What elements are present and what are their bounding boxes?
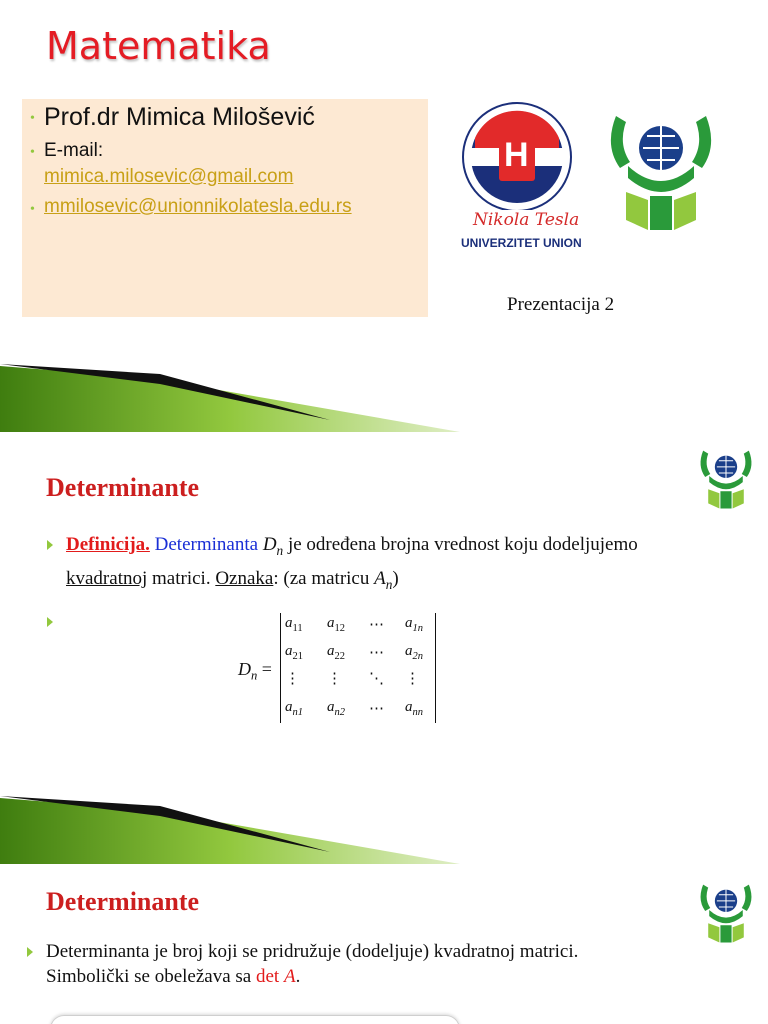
slide-2 (0, 433, 768, 865)
notation-label: Oznaka (215, 567, 274, 589)
definition-rest: je određena brojna vrednost koju dodeljujemo (287, 534, 638, 555)
matrix-cell: ⋮ (327, 671, 342, 687)
matrix-cell: $a_{nn}$ (405, 699, 423, 718)
definition-matrici: matrici. (152, 567, 211, 589)
matrix-cell: $a_{12}$ (327, 615, 345, 634)
definition-kvadratnoj: kvadratnoj (66, 567, 148, 589)
det-keyword: det (256, 966, 280, 987)
formula-lhs: $D_n$ = (238, 659, 272, 683)
slide-1 (0, 0, 768, 433)
matrix-cell: $a_{n1}$ (285, 699, 303, 718)
matrix-cell: ⋯ (369, 617, 384, 633)
definition-word: Determinanta (154, 534, 259, 555)
email-link-1[interactable]: mimica.milosevic@gmail.com (44, 166, 294, 187)
faculty-logo-small-icon (694, 867, 758, 953)
notation-symbol-sub: n (385, 576, 393, 592)
definition-symbol: D (262, 534, 277, 555)
bullet-arrow-icon (47, 540, 53, 550)
definition-symbol-sub: n (276, 542, 284, 558)
bullet-icon: • (30, 111, 35, 126)
presentation-number: Prezentacija 2 (507, 294, 615, 315)
bullet-icon: • (30, 145, 35, 160)
matrix-cell: $a_{22}$ (327, 643, 345, 662)
green-swoosh-decoration (0, 792, 768, 865)
bullet-icon: • (30, 202, 35, 217)
det-symbol: A (283, 966, 296, 987)
content-box-edge (50, 1015, 460, 1024)
description-end: . (295, 966, 301, 987)
presentation-title: Matematika (46, 24, 271, 68)
email-link-2[interactable]: mmilosevic@unionnikolatesla.edu.rs (44, 196, 352, 217)
matrix-cell: $a_{21}$ (285, 643, 303, 662)
matrix-cell: $a_{1n}$ (405, 615, 423, 634)
bullet-arrow-icon (47, 617, 53, 627)
matrix-cell: ⋮ (405, 671, 420, 687)
matrix-cell: ⋱ (369, 671, 384, 687)
union-name: UNIVERZITET UNION (461, 236, 582, 250)
determinant-description (46, 939, 578, 989)
slide-title: Determinante (46, 887, 200, 916)
faculty-logo (598, 96, 724, 236)
notation-rest: : (za matricu (273, 567, 370, 589)
author-info-box (22, 99, 428, 317)
definition-label: Definicija. (66, 534, 150, 555)
email-label: E-mail: (44, 140, 104, 161)
faculty-emblem-icon (598, 96, 724, 236)
notation-close: ) (392, 567, 399, 589)
matrix-cell: ⋯ (369, 701, 384, 717)
union-signature: Nikola Tesla (473, 210, 580, 230)
matrix-cell: ⋮ (285, 671, 300, 687)
green-swoosh-decoration (0, 360, 768, 433)
matrix-cell: $a_{11}$ (285, 615, 303, 634)
matrix-cell: $a_{2n}$ (405, 643, 423, 662)
faculty-logo-small-icon (694, 433, 758, 519)
union-university-logo (455, 100, 585, 260)
matrix-cell: $a_{n2}$ (327, 699, 345, 718)
notation-symbol: A (374, 567, 386, 589)
professor-name: Prof.dr Mimica Milošević (44, 103, 315, 131)
determinant-matrix (280, 613, 436, 723)
faculty-ring-text (598, 96, 599, 97)
matrix-cell: ⋯ (369, 645, 384, 661)
definition-paragraph (66, 531, 726, 599)
description-line-2-start: Simbolički se obeležava sa (46, 966, 252, 987)
slide-title: Determinante (46, 473, 200, 502)
union-logo-letter: H (504, 136, 529, 174)
description-line-1: Determinanta je broj koji se pridružuje (dodeljuje) kvadratnoj matrici. (46, 941, 579, 962)
slide-3 (0, 865, 768, 1024)
bullet-arrow-icon (27, 947, 33, 957)
